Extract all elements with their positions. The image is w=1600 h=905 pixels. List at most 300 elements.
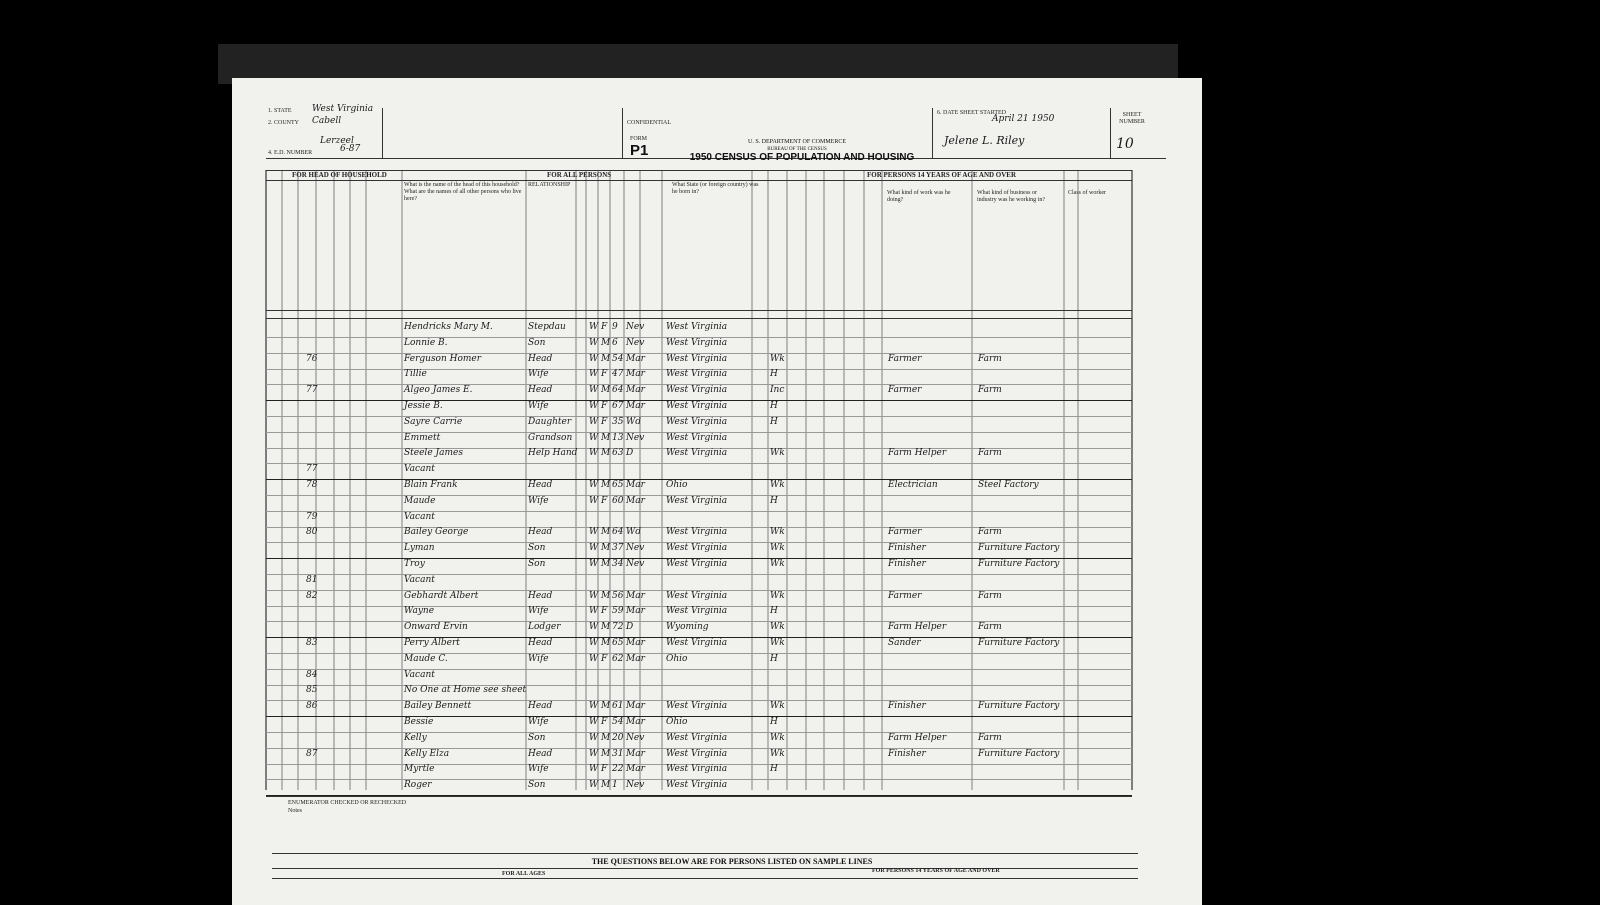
record-age: 54 — [612, 717, 624, 727]
record-relation: Wife — [528, 401, 549, 411]
ed-value: 6-87 — [340, 144, 361, 154]
record-work: Wk — [770, 480, 785, 490]
record-race: W — [589, 432, 599, 443]
record-relation: Daughter — [528, 416, 572, 427]
record-marital: Nev — [626, 732, 645, 743]
record-occupation: Farmer — [888, 527, 922, 538]
footer-note: ENUMERATOR CHECKED OR RECHECKED — [288, 800, 407, 806]
record-work: H — [770, 764, 778, 775]
record-dwelling: 79 — [306, 511, 318, 522]
census-record-row — [232, 527, 1202, 542]
census-record-row — [232, 480, 1202, 495]
record-name: Vacant — [404, 669, 435, 680]
record-birth: West Virginia — [666, 353, 728, 364]
record-industry: Furniture Factory — [978, 638, 1060, 648]
record-race: W — [589, 701, 599, 712]
record-name: Wayne — [404, 606, 435, 617]
record-occupation: Farm Helper — [888, 448, 947, 459]
record-birth: West Virginia — [666, 416, 728, 427]
record-name: Perry Albert — [404, 638, 460, 648]
record-dwelling: 77 — [306, 464, 318, 475]
record-relation: Head — [528, 638, 553, 648]
record-industry: Farm — [978, 527, 1002, 538]
record-dwelling: 86 — [306, 701, 318, 712]
record-name: Bailey George — [404, 527, 469, 538]
census-record-row — [232, 322, 1202, 337]
census-record-row — [232, 685, 1202, 700]
record-marital: Mar — [626, 748, 645, 759]
record-age: 56 — [612, 590, 624, 601]
record-name: Kelly Elza — [404, 748, 450, 759]
record-birth: Wyoming — [666, 622, 709, 633]
record-sex: M — [601, 590, 611, 601]
record-dwelling: 76 — [306, 353, 318, 364]
record-marital: Nev — [626, 543, 645, 554]
record-name: Troy — [404, 559, 425, 569]
record-name: Lonnie B. — [404, 337, 448, 348]
record-birth: West Virginia — [666, 780, 728, 791]
record-marital: Mar — [626, 764, 645, 775]
record-sex: F — [601, 401, 608, 411]
dept-line1: U. S. DEPARTMENT OF COMMERCE — [748, 139, 846, 145]
relationship-column-header: RELATIONSHIP — [528, 182, 571, 188]
record-birth: West Virginia — [666, 732, 728, 743]
record-marital: Mar — [626, 590, 645, 601]
record-race: W — [589, 732, 599, 743]
census-record-row — [232, 638, 1202, 653]
record-industry: Farm — [978, 590, 1002, 601]
confidential-label: CONFIDENTIAL — [627, 120, 671, 126]
record-occupation: Farm Helper — [888, 622, 947, 633]
record-race: W — [589, 622, 599, 633]
census-record-row — [232, 338, 1202, 353]
record-sex: M — [601, 480, 611, 490]
census-record-row — [232, 717, 1202, 732]
record-birth: West Virginia — [666, 401, 728, 411]
record-name: Ferguson Homer — [404, 353, 482, 364]
record-age: 20 — [612, 732, 624, 743]
record-race: W — [589, 385, 599, 396]
record-birth: West Virginia — [666, 543, 728, 554]
census-record-row — [232, 764, 1202, 779]
record-birth: West Virginia — [666, 764, 728, 775]
record-race: W — [589, 653, 599, 664]
record-industry: Steel Factory — [978, 480, 1039, 490]
census-record-row — [232, 433, 1202, 448]
record-occupation: Farmer — [888, 385, 922, 396]
census-record-row — [232, 575, 1202, 590]
record-marital: Mar — [626, 606, 645, 617]
record-relation: Head — [528, 480, 553, 490]
record-sex: F — [601, 416, 608, 427]
record-age: 62 — [612, 653, 624, 664]
record-birth: West Virginia — [666, 337, 728, 348]
record-marital: Wd — [626, 416, 642, 427]
record-work: Wk — [770, 748, 785, 759]
record-sex: M — [601, 543, 611, 554]
record-birth: West Virginia — [666, 369, 728, 380]
record-sex: M — [601, 385, 611, 396]
enumerator-signature: Jelene L. Riley — [944, 134, 1025, 147]
record-race: W — [589, 401, 599, 411]
record-work: H — [770, 717, 778, 727]
census-record-row — [232, 733, 1202, 748]
record-marital: Nev — [626, 337, 645, 348]
record-birth: Ohio — [666, 717, 688, 727]
record-race: W — [589, 717, 599, 727]
record-dwelling: 81 — [306, 574, 318, 585]
census-record-row — [232, 448, 1202, 463]
record-work: H — [770, 495, 778, 506]
record-birth: West Virginia — [666, 701, 728, 712]
census-record-row — [232, 496, 1202, 511]
record-race: W — [589, 353, 599, 364]
record-age: 61 — [612, 701, 624, 712]
census-record-row — [232, 354, 1202, 369]
date-label: 6. DATE SHEET STARTED — [937, 110, 1007, 116]
record-relation: Wife — [528, 369, 549, 380]
record-sex: M — [601, 622, 611, 633]
record-work: Wk — [770, 590, 785, 601]
record-industry: Farm — [978, 448, 1002, 459]
record-work: Wk — [770, 638, 785, 648]
record-birth: West Virginia — [666, 638, 728, 648]
record-sex: M — [601, 432, 611, 443]
record-race: W — [589, 322, 599, 332]
census-record-row — [232, 385, 1202, 400]
record-work: H — [770, 653, 778, 664]
record-relation: Wife — [528, 495, 549, 506]
record-age: 1 — [612, 780, 618, 791]
record-sex: M — [601, 701, 611, 712]
record-marital: Mar — [626, 701, 645, 712]
record-sex: F — [601, 369, 608, 380]
record-age: 59 — [612, 606, 624, 617]
record-age: 54 — [612, 353, 624, 364]
census-record-row — [232, 749, 1202, 764]
record-occupation: Finisher — [888, 543, 926, 554]
record-name: Algeo James E. — [404, 385, 473, 396]
record-marital: Mar — [626, 495, 645, 506]
record-marital: Mar — [626, 717, 645, 727]
record-industry: Farm — [978, 353, 1002, 364]
record-name: Lyman — [404, 543, 435, 554]
record-age: 35 — [612, 416, 624, 427]
record-birth: Ohio — [666, 480, 688, 490]
record-work: Wk — [770, 543, 785, 554]
record-marital: Nev — [626, 780, 645, 791]
state-value: West Virginia — [312, 104, 374, 114]
county-value: Cabell — [312, 116, 342, 126]
record-work: Wk — [770, 559, 785, 569]
state-label: 1. STATE — [268, 108, 292, 114]
county-label: 2. COUNTY — [268, 120, 299, 126]
record-age: 22 — [612, 764, 624, 775]
record-name: Vacant — [404, 511, 435, 522]
record-race: W — [589, 748, 599, 759]
record-age: 65 — [612, 480, 624, 490]
record-industry: Farm — [978, 385, 1002, 396]
record-age: 64 — [612, 385, 624, 396]
record-birth: West Virginia — [666, 606, 728, 617]
record-sex: F — [601, 495, 608, 506]
record-sex: M — [601, 527, 611, 538]
record-race: W — [589, 764, 599, 775]
record-dwelling: 80 — [306, 527, 318, 538]
record-sex: F — [601, 653, 608, 664]
record-birth: West Virginia — [666, 590, 728, 601]
record-birth: Ohio — [666, 653, 688, 664]
dept-line2: BUREAU OF THE CENSUS — [767, 147, 827, 152]
record-marital: Nev — [626, 432, 645, 443]
record-relation: Head — [528, 701, 553, 712]
record-sex: M — [601, 748, 611, 759]
record-age: 65 — [612, 638, 624, 648]
record-occupation: Electrician — [888, 480, 938, 490]
record-sex: F — [601, 322, 608, 332]
record-name: Bessie — [404, 717, 434, 727]
record-dwelling: 82 — [306, 590, 318, 601]
record-work: Wk — [770, 732, 785, 743]
record-name: Vacant — [404, 574, 435, 585]
census-record-row — [232, 543, 1202, 558]
record-occupation: Finisher — [888, 748, 926, 759]
census-record-row — [232, 401, 1202, 416]
record-relation: Grandson — [528, 432, 573, 443]
record-dwelling: 87 — [306, 748, 318, 759]
census-record-row — [232, 559, 1202, 574]
class-column-header: Class of worker — [1068, 190, 1106, 196]
record-relation: Help Hand — [528, 448, 578, 459]
record-work: Wk — [770, 353, 785, 364]
record-relation: Head — [528, 385, 553, 396]
census-record-row — [232, 464, 1202, 479]
record-work: Wk — [770, 448, 785, 459]
record-occupation: Finisher — [888, 559, 926, 569]
record-race: W — [589, 780, 599, 791]
record-marital: Mar — [626, 638, 645, 648]
record-dwelling: 77 — [306, 385, 318, 396]
record-relation: Wife — [528, 653, 549, 664]
census-sheet — [232, 78, 1202, 905]
record-marital: Nev — [626, 559, 645, 569]
record-birth: West Virginia — [666, 322, 728, 332]
record-age: 64 — [612, 527, 624, 538]
record-race: W — [589, 638, 599, 648]
sheet-value: 10 — [1116, 136, 1134, 152]
section-all-persons: FOR ALL PERSONS — [547, 171, 612, 179]
record-relation: Son — [528, 543, 546, 554]
record-work: Inc — [770, 385, 785, 396]
record-sex: M — [601, 353, 611, 364]
record-name: Bailey Bennett — [404, 701, 472, 712]
record-occupation: Finisher — [888, 701, 926, 712]
record-race: W — [589, 606, 599, 617]
record-age: 67 — [612, 401, 624, 411]
record-race: W — [589, 448, 599, 459]
census-record-row — [232, 512, 1202, 527]
record-birth: West Virginia — [666, 495, 728, 506]
census-record-row — [232, 654, 1202, 669]
birthplace-column-header: What State (or foreign country) was he born in? — [672, 182, 759, 195]
record-dwelling: 85 — [306, 685, 318, 696]
record-name: Blain Frank — [404, 480, 458, 490]
record-work: H — [770, 401, 778, 411]
record-race: W — [589, 559, 599, 569]
record-sex: F — [601, 764, 608, 775]
ed-label: 4. E.D. NUMBER — [268, 150, 313, 156]
record-name: No One at Home see sheet — [404, 685, 527, 696]
record-race: W — [589, 416, 599, 427]
record-marital: Mar — [626, 653, 645, 664]
record-relation: Stepdau — [528, 322, 566, 332]
section-head-household: FOR HEAD OF HOUSEHOLD — [292, 171, 387, 179]
census-record-row — [232, 591, 1202, 606]
census-record-row — [232, 701, 1202, 716]
record-relation: Head — [528, 353, 553, 364]
form-code: P1 — [630, 142, 649, 159]
record-name: Vacant — [404, 464, 435, 475]
record-sex: M — [601, 732, 611, 743]
record-relation: Head — [528, 527, 553, 538]
record-industry: Furniture Factory — [978, 701, 1060, 712]
census-record-row — [232, 780, 1202, 795]
census-record-row — [232, 369, 1202, 384]
record-industry: Furniture Factory — [978, 748, 1060, 759]
record-relation: Lodger — [528, 622, 561, 633]
record-name: Sayre Carrie — [404, 416, 463, 427]
record-age: 13 — [612, 432, 624, 443]
form-label: FORM — [630, 136, 648, 142]
occupation-column-header: What kind of work was he doing? — [887, 190, 951, 203]
record-birth: West Virginia — [666, 432, 728, 443]
form-title: 1950 CENSUS OF POPULATION AND HOUSING — [689, 152, 915, 163]
for-all-ages-label: FOR ALL AGES — [502, 871, 546, 877]
record-marital: Mar — [626, 385, 645, 396]
record-relation: Son — [528, 337, 546, 348]
record-name: Emmett — [404, 432, 441, 443]
record-sex: F — [601, 606, 608, 617]
record-marital: Wd — [626, 527, 642, 538]
date-value: April 21 1950 — [992, 114, 1055, 124]
record-birth: West Virginia — [666, 448, 728, 459]
notes-label: Notes — [288, 808, 302, 814]
record-relation: Son — [528, 732, 546, 743]
record-race: W — [589, 543, 599, 554]
industry-column-header: What kind of business or industry was he working in? — [977, 190, 1045, 203]
record-relation: Son — [528, 780, 546, 791]
record-name: Myrtle — [404, 764, 435, 775]
record-work: H — [770, 416, 778, 427]
record-birth: West Virginia — [666, 527, 728, 538]
record-work: H — [770, 606, 778, 617]
record-name: Tillie — [404, 369, 427, 380]
record-name: Hendricks Mary M. — [404, 322, 493, 332]
sheet-label: SHEET NUMBER — [1119, 112, 1145, 125]
name-column-header: What is the name of the head of this household? What are the names of all other persons who live here? — [404, 182, 522, 202]
record-age: 60 — [612, 495, 624, 506]
record-industry: Furniture Factory — [978, 543, 1060, 554]
record-industry: Furniture Factory — [978, 559, 1060, 569]
record-occupation: Farmer — [888, 353, 922, 364]
record-birth: West Virginia — [666, 748, 728, 759]
record-sex: M — [601, 337, 611, 348]
record-race: W — [589, 495, 599, 506]
record-dwelling: 78 — [306, 480, 318, 490]
record-race: W — [589, 369, 599, 380]
record-relation: Head — [528, 748, 553, 759]
census-record-row — [232, 606, 1202, 621]
record-name: Onward Ervin — [404, 622, 468, 633]
record-birth: West Virginia — [666, 385, 728, 396]
record-age: 34 — [612, 559, 624, 569]
census-record-row — [232, 417, 1202, 432]
record-dwelling: 83 — [306, 638, 318, 648]
record-sex: M — [601, 559, 611, 569]
record-sex: M — [601, 448, 611, 459]
record-dwelling: 84 — [306, 669, 318, 680]
record-marital: D — [626, 622, 634, 633]
record-relation: Head — [528, 590, 553, 601]
record-work: H — [770, 369, 778, 380]
record-name: Maude C. — [404, 653, 448, 664]
record-industry: Farm — [978, 732, 1002, 743]
census-record-row — [232, 622, 1202, 637]
record-age: 47 — [612, 369, 624, 380]
record-age: 6 — [612, 337, 618, 348]
record-work: Wk — [770, 701, 785, 712]
record-marital: Mar — [626, 353, 645, 364]
record-relation: Wife — [528, 606, 549, 617]
record-marital: Mar — [626, 401, 645, 411]
record-name: Roger — [404, 780, 432, 791]
record-occupation: Sander — [888, 638, 921, 648]
record-marital: Nev — [626, 322, 645, 332]
record-name: Steele James — [404, 448, 463, 459]
record-relation: Wife — [528, 717, 549, 727]
section-persons-14: FOR PERSONS 14 YEARS OF AGE AND OVER — [867, 171, 1017, 179]
record-marital: D — [626, 448, 634, 459]
record-race: W — [589, 590, 599, 601]
record-name: Jessie B. — [404, 401, 443, 411]
record-occupation: Farm Helper — [888, 732, 947, 743]
record-race: W — [589, 337, 599, 348]
record-age: 72 — [612, 622, 624, 633]
place-value: Lerzeel — [320, 136, 354, 146]
record-work: Wk — [770, 622, 785, 633]
record-age: 9 — [612, 322, 618, 332]
record-age: 63 — [612, 448, 624, 459]
record-sex: F — [601, 717, 608, 727]
census-record-row — [232, 670, 1202, 685]
record-age: 31 — [612, 748, 624, 759]
record-relation: Son — [528, 559, 546, 569]
record-name: Kelly — [404, 732, 427, 743]
record-name: Gebhardt Albert — [404, 590, 479, 601]
record-race: W — [589, 527, 599, 538]
record-occupation: Farmer — [888, 590, 922, 601]
record-sex: M — [601, 780, 611, 791]
record-race: W — [589, 480, 599, 490]
record-marital: Mar — [626, 480, 645, 490]
record-marital: Mar — [626, 369, 645, 380]
record-sex: M — [601, 638, 611, 648]
record-age: 37 — [612, 543, 624, 554]
record-work: Wk — [770, 527, 785, 538]
record-relation: Wife — [528, 764, 549, 775]
record-name: Maude — [404, 495, 436, 506]
record-industry: Farm — [978, 622, 1002, 633]
